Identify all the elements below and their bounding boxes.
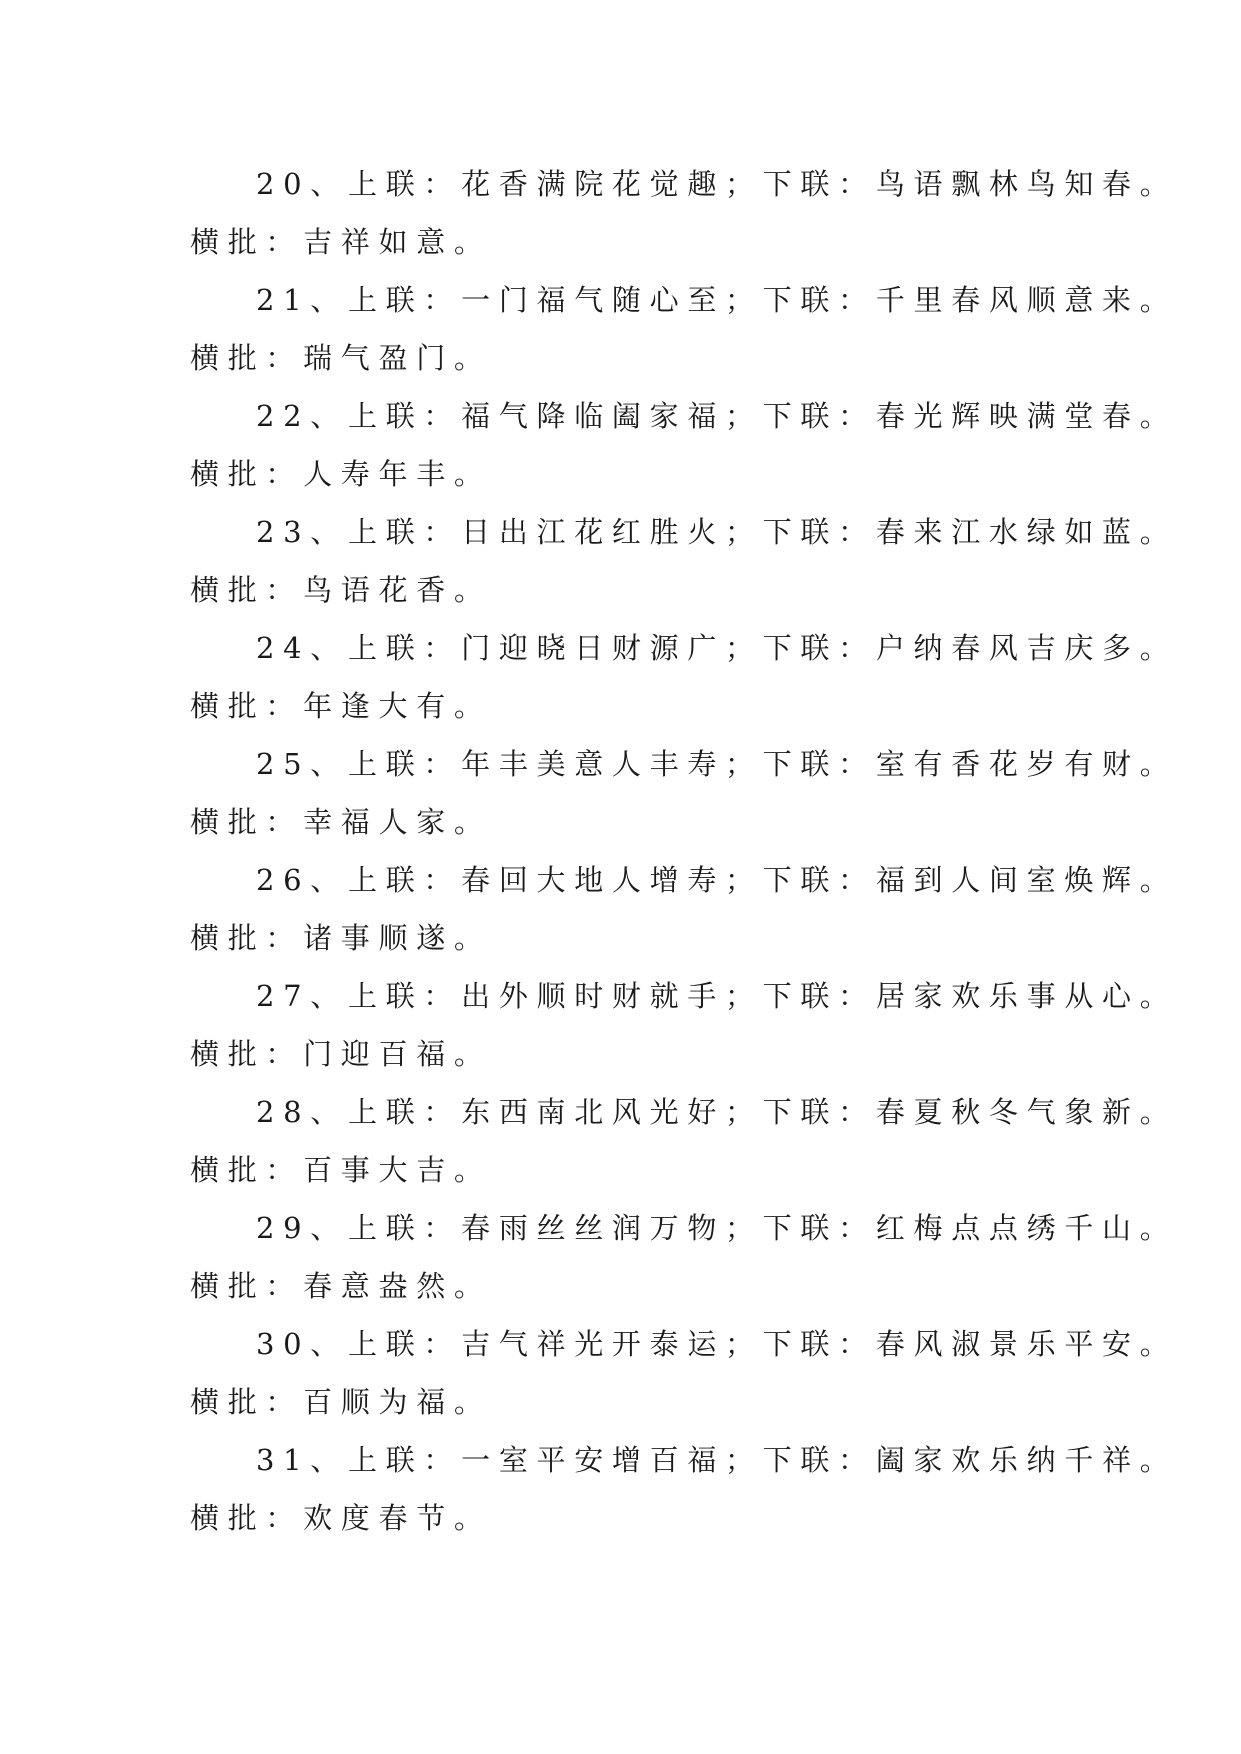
lower-couplet: 下联：福到人间室焕辉。 bbox=[762, 863, 1178, 897]
couplet-entry bbox=[190, 851, 1178, 967]
couplet-entry bbox=[190, 967, 1178, 1083]
entry-number: 29、 bbox=[256, 1211, 349, 1245]
lower-couplet: 下联：春光辉映满堂春。 bbox=[762, 399, 1178, 433]
entry-number: 25、 bbox=[256, 747, 349, 781]
entry-number: 22、 bbox=[256, 399, 349, 433]
couplet-entry bbox=[190, 271, 1178, 387]
couplet-line bbox=[190, 1431, 1178, 1489]
couplet-line bbox=[190, 619, 1178, 677]
couplet-entry bbox=[190, 503, 1178, 619]
entry-number: 26、 bbox=[256, 863, 349, 897]
lower-couplet: 下联：春夏秋冬气象新。 bbox=[762, 1095, 1178, 1129]
horizontal-scroll: 横批：百事大吉。 bbox=[190, 1153, 492, 1187]
upper-couplet: 上联：春回大地人增寿； bbox=[348, 863, 763, 897]
upper-couplet: 上联：东西南北风光好； bbox=[348, 1095, 763, 1129]
couplet-line bbox=[190, 503, 1178, 561]
couplet-list bbox=[190, 155, 1178, 1547]
lower-couplet: 下联：鸟语飘林鸟知春。 bbox=[762, 167, 1178, 201]
entry-number: 24、 bbox=[256, 631, 349, 665]
entry-number: 31、 bbox=[256, 1443, 349, 1477]
couplet-line bbox=[190, 271, 1178, 329]
entry-number: 21、 bbox=[256, 283, 349, 317]
horizontal-scroll: 横批：欢度春节。 bbox=[190, 1501, 492, 1535]
upper-couplet: 上联：春雨丝丝润万物； bbox=[348, 1211, 763, 1245]
upper-couplet: 上联：一室平安增百福； bbox=[348, 1443, 763, 1477]
upper-couplet: 上联：福气降临阖家福； bbox=[348, 399, 763, 433]
upper-couplet: 上联：出外顺时财就手； bbox=[348, 979, 763, 1013]
entry-number: 27、 bbox=[256, 979, 349, 1013]
couplet-entry bbox=[190, 1199, 1178, 1315]
lower-couplet: 下联：红梅点点绣千山。 bbox=[762, 1211, 1178, 1245]
couplet-line bbox=[190, 155, 1178, 213]
entry-number: 28、 bbox=[256, 1095, 349, 1129]
horizontal-scroll: 横批：幸福人家。 bbox=[190, 805, 492, 839]
couplet-line bbox=[190, 1199, 1178, 1257]
lower-couplet: 下联：春风淑景乐平安。 bbox=[762, 1327, 1178, 1361]
entry-number: 30、 bbox=[256, 1327, 349, 1361]
upper-couplet: 上联：门迎晓日财源广； bbox=[348, 631, 763, 665]
lower-couplet: 下联：春来江水绿如蓝。 bbox=[762, 515, 1178, 549]
couplet-line bbox=[190, 851, 1178, 909]
couplet-entry bbox=[190, 387, 1178, 503]
lower-couplet: 下联：户纳春风吉庆多。 bbox=[762, 631, 1178, 665]
horizontal-scroll: 横批：瑞气盈门。 bbox=[190, 341, 492, 375]
horizontal-scroll: 横批：门迎百福。 bbox=[190, 1037, 492, 1071]
couplet-entry bbox=[190, 619, 1178, 735]
upper-couplet: 上联：吉气祥光开泰运； bbox=[348, 1327, 763, 1361]
couplet-line bbox=[190, 387, 1178, 445]
entry-number: 20、 bbox=[256, 167, 349, 201]
horizontal-scroll: 横批：吉祥如意。 bbox=[190, 225, 492, 259]
lower-couplet: 下联：室有香花岁有财。 bbox=[762, 747, 1178, 781]
horizontal-scroll: 横批：年逢大有。 bbox=[190, 689, 492, 723]
upper-couplet: 上联：花香满院花觉趣； bbox=[348, 167, 763, 201]
lower-couplet: 下联：千里春风顺意来。 bbox=[762, 283, 1178, 317]
upper-couplet: 上联：一门福气随心至； bbox=[348, 283, 763, 317]
couplet-line bbox=[190, 1315, 1178, 1373]
horizontal-scroll: 横批：春意盎然。 bbox=[190, 1269, 492, 1303]
lower-couplet: 下联：居家欢乐事从心。 bbox=[762, 979, 1178, 1013]
horizontal-scroll: 横批：诸事顺遂。 bbox=[190, 921, 492, 955]
couplet-line bbox=[190, 735, 1178, 793]
couplet-entry bbox=[190, 1315, 1178, 1431]
couplet-entry bbox=[190, 1083, 1178, 1199]
couplet-entry bbox=[190, 155, 1178, 271]
horizontal-scroll: 横批：鸟语花香。 bbox=[190, 573, 492, 607]
couplet-line bbox=[190, 1083, 1178, 1141]
upper-couplet: 上联：日出江花红胜火； bbox=[348, 515, 763, 549]
couplet-entry bbox=[190, 1431, 1178, 1547]
couplet-line bbox=[190, 967, 1178, 1025]
lower-couplet: 下联：阖家欢乐纳千祥。 bbox=[762, 1443, 1178, 1477]
upper-couplet: 上联：年丰美意人丰寿； bbox=[348, 747, 763, 781]
horizontal-scroll: 横批：人寿年丰。 bbox=[190, 457, 492, 491]
entry-number: 23、 bbox=[256, 515, 349, 549]
couplet-entry bbox=[190, 735, 1178, 851]
horizontal-scroll: 横批：百顺为福。 bbox=[190, 1385, 492, 1419]
